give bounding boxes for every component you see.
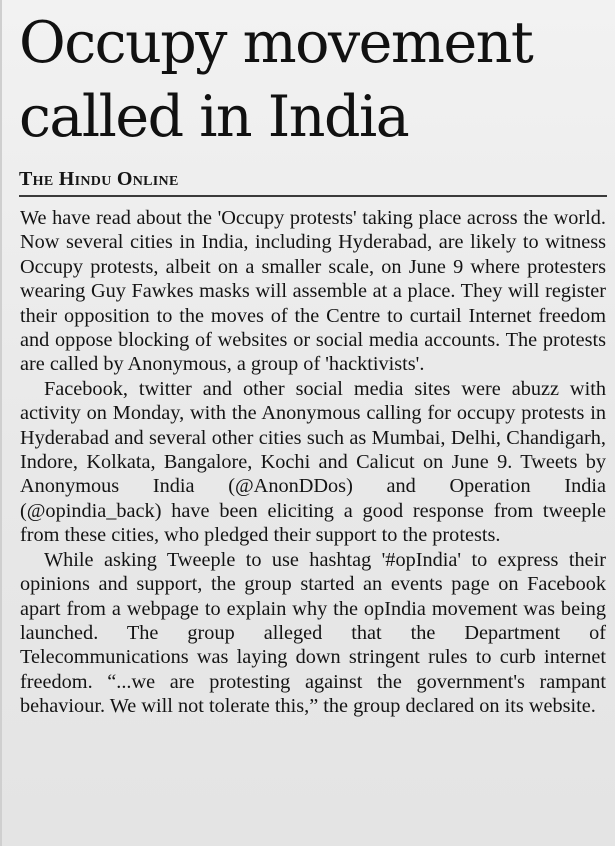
divider-rule xyxy=(19,195,607,197)
article-body xyxy=(20,206,606,719)
source-byline: The Hindu Online xyxy=(19,168,179,190)
article-paragraph-3: While asking Tweeple to use hashtag '#opIndia' to express their opinions and support, the group started an events page on Facebook apart from a webpage to explain why the opIndia movement was being launched. The group alleged that the Department of Telecommunications was laying down stringent rules to curb internet freedom. “...we are protesting against the government's rampant behaviour. We will not tolerate this,” the group declared on its website. xyxy=(20,548,606,718)
article-paragraph-1: We have read about the 'Occupy protests' taking place across the world. Now several cities in India, including Hyderabad, are likely to witness Occupy protests, albeit on a smaller scale, on June 9 where protesters wearing Guy Fawkes masks will assemble at a place. They will register their opposition to the moves of the Centre to curtail Internet freedom and oppose blocking of websites or social media accounts. The protests are called by Anonymous, a group of 'hacktivists'. xyxy=(20,207,606,376)
headline: Occupy movement called in India xyxy=(19,10,533,150)
article-paragraph-2: Facebook, twitter and other social media sites were abuzz with activity on Monday, with the Anonymous calling for occupy protests in Hyderabad and several other cities such as Mumbai, Delhi, Chandigarh, Indore, Kolkata, Bangalore, Kochi and Calicut on June 9. Tweets by Anonymous India (@AnonDDos) and Operation India (@opindia_back) have been eliciting a good response from tweeple from these cities, who pledged their support to the protests. xyxy=(20,377,606,547)
